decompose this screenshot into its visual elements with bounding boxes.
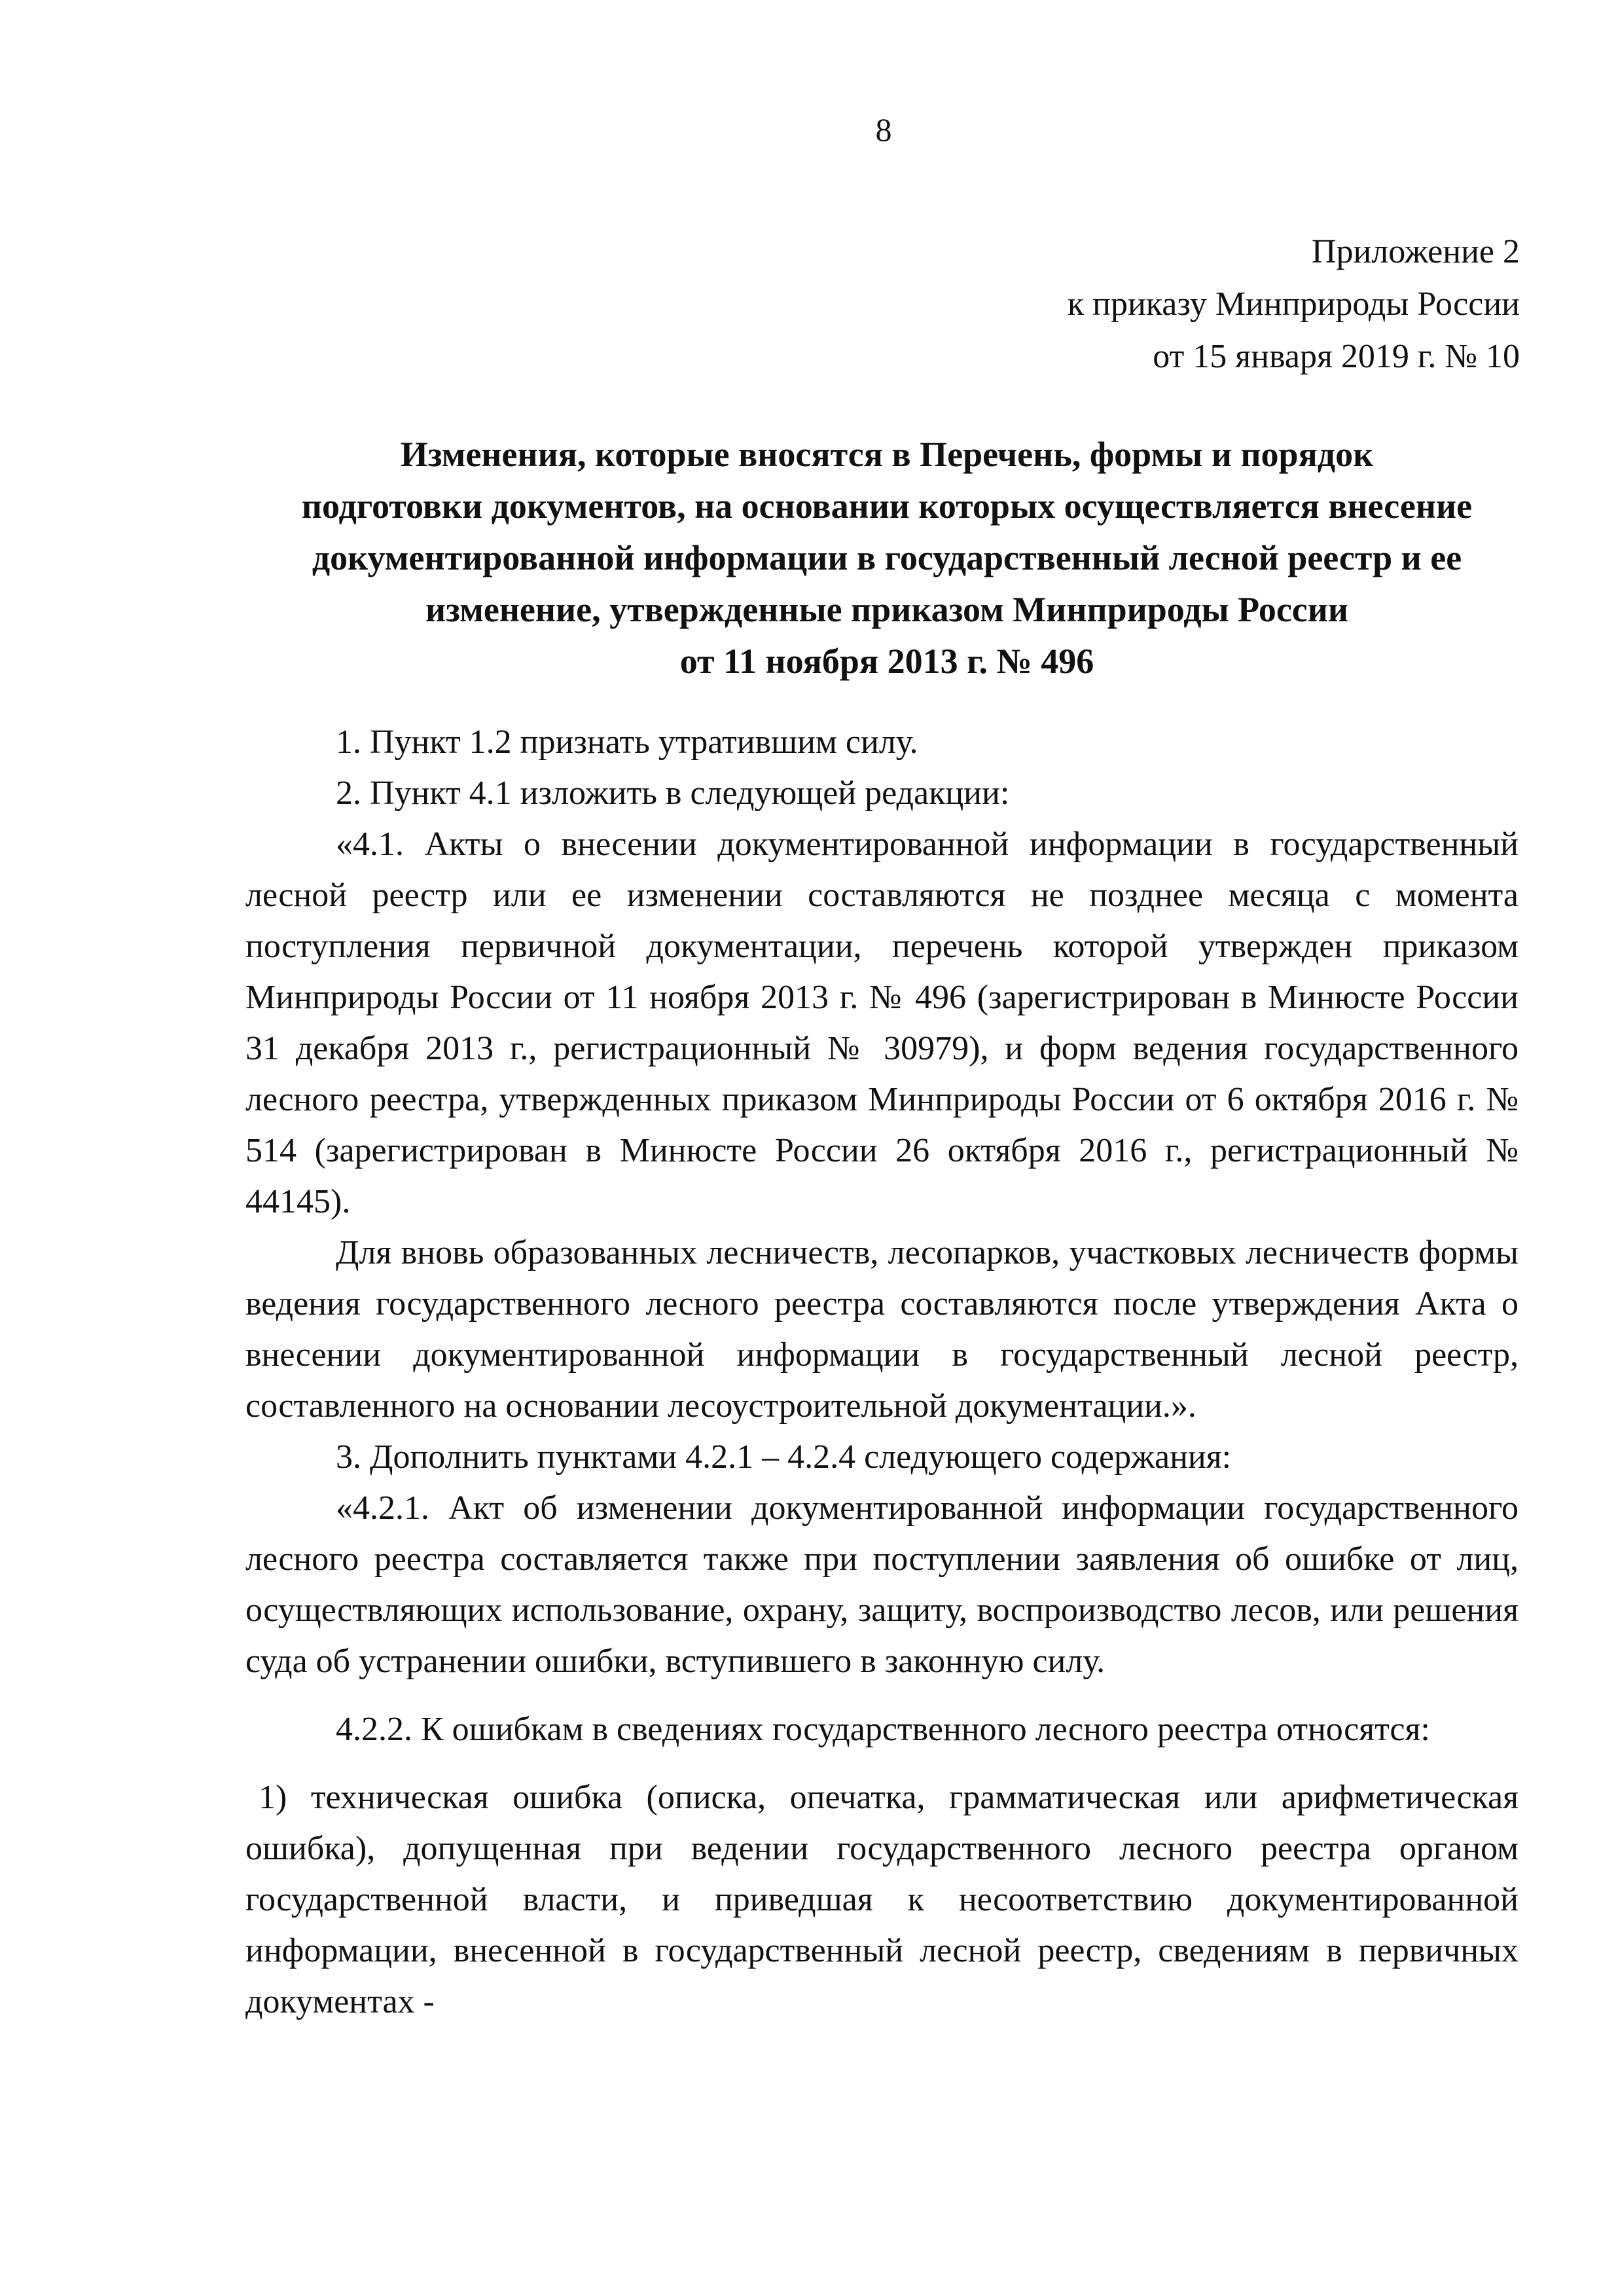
document-body: [245, 717, 1519, 2028]
paragraph-item-1: 1. Пункт 1.2 признать утратившим силу.: [336, 723, 918, 761]
page-number: 8: [875, 111, 892, 148]
appendix-line: Приложение 2: [1311, 233, 1520, 270]
appendix-line: к приказу Минприроды России: [1067, 285, 1520, 323]
title-line: подготовки документов, на основании которых осуществляется внесение: [301, 486, 1473, 526]
title-line: Изменения, которые вносятся в Перечень, формы и порядок: [400, 435, 1374, 474]
paragraph-4-2-1-text: «4.2.1. Акт об изменении документированной информации государственного лесного реестра составляется также при поступлении заявления об ошибке от лиц, осуществляющих использование, охрану, защиту, воспроизводство лесов, или решения суда об устранении ошибки, вступившего в законную силу.: [245, 1489, 1519, 1680]
title-line: изменение, утвержденные приказом Минприроды России: [425, 590, 1348, 629]
paragraph-item-3: 3. Дополнить пунктами 4.2.1 – 4.2.4 следующего содержания:: [336, 1438, 1232, 1476]
appendix-block: [1068, 226, 1520, 383]
paragraph-item-2: 2. Пункт 4.1 изложить в следующей редакции:: [336, 774, 1010, 812]
paragraph-technical-error: 1) техническая ошибка (описка, опечатка, грамматическая или арифметическая ошибка), допущенная при ведении государственного лесного реестра органом государственной власти, и приведшая к несоответствию документированной информации, внесенной в государственный лесной реестр, сведениям в первичных документах -: [245, 1779, 1519, 2020]
paragraph-4-1-text: «4.1. Акты о внесении документированной информации в государственный лесной реестр или ее изменении составляются не позднее месяца с момента поступления первичной документации, перечень которой утвержден приказом Минприроды России от 11 ноября 2013 г. № 496 (зарегистрирован в Минюсте России 31 декабря 2013 г., регистрационный № 30979), и форм ведения государственного лесного реестра, утвержденных приказом Минприроды России от 6 октября 2016 г. № 514 (зарегистрирован в Минюсте России 26 октября 2016 г., регистрационный № 44145).: [245, 826, 1519, 1220]
title-line: от 11 ноября 2013 г. № 496: [679, 642, 1094, 681]
paragraph-4-2-2-text: 4.2.2. К ошибкам в сведениях государственного лесного реестра относятся:: [336, 1711, 1430, 1748]
document-title: [236, 429, 1538, 687]
paragraph-new-forestries: Для вновь образованных лесничеств, лесопарков, участковых лесничеств формы ведения государственного лесного реестра составляются после утверждения Акта о внесении документированной информации в государственный лесной реестр, составленного на основании лесоустроительной документации.».: [245, 1234, 1519, 1425]
appendix-line: от 15 января 2019 г. № 10: [1153, 338, 1520, 375]
title-line: документированной информации в государственный лесной реестр и ее: [312, 538, 1462, 577]
